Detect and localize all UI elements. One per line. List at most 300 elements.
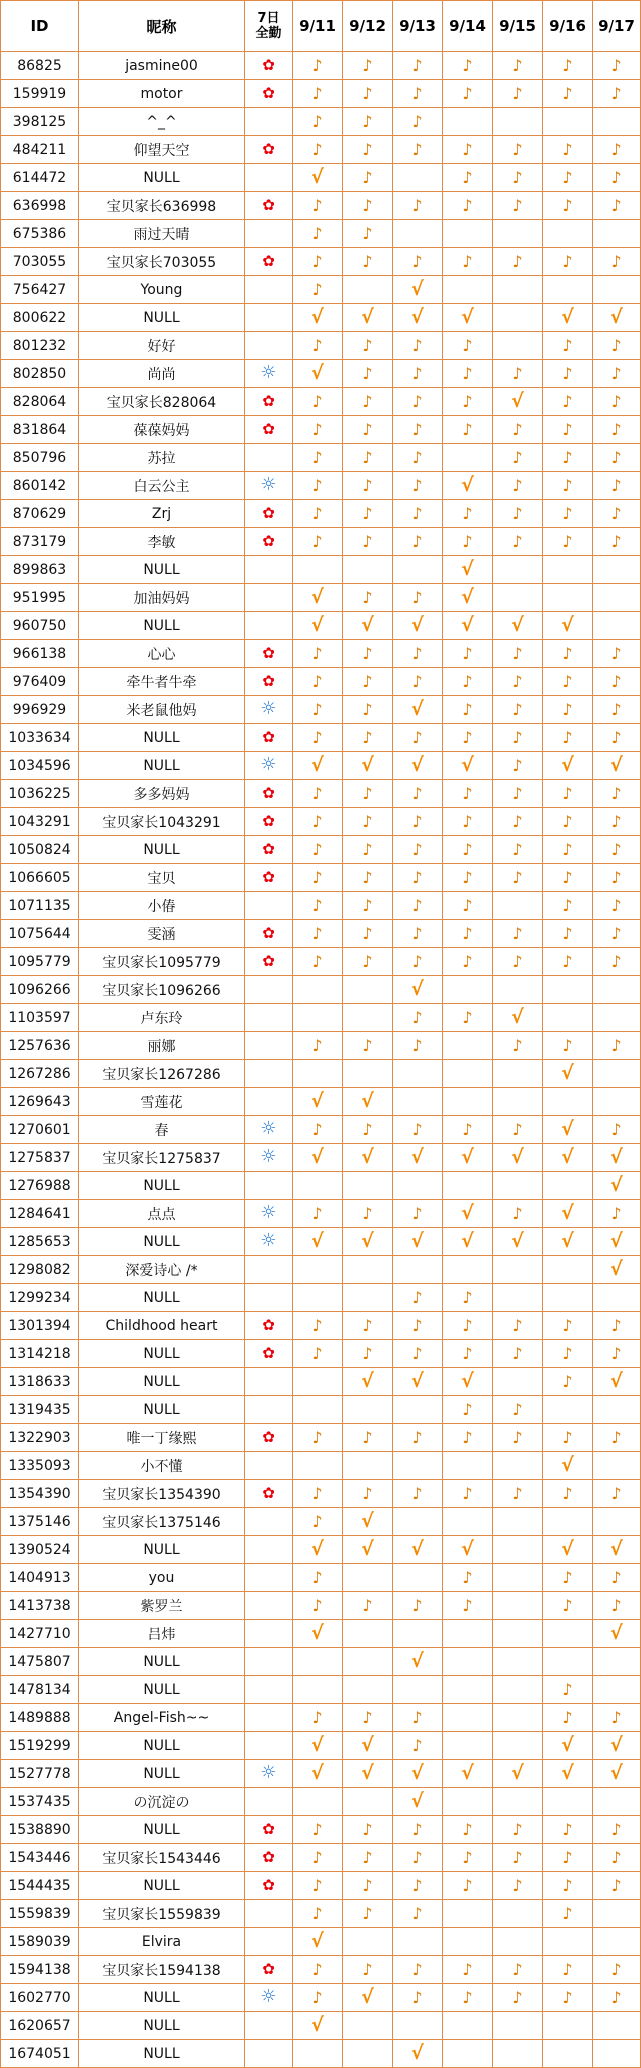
full-attendance-cell	[245, 1928, 293, 1956]
attendance-cell	[443, 584, 493, 612]
attendance-cell	[443, 668, 493, 696]
check-mark-icon: √	[311, 753, 324, 776]
music-note-icon: ♪	[611, 419, 622, 439]
attendance-cell	[293, 1312, 343, 1340]
attendance-cell	[443, 1116, 493, 1144]
member-id-cell: 801232	[1, 332, 79, 360]
attendance-cell	[393, 1816, 443, 1844]
music-note-icon: ♪	[412, 671, 423, 691]
table-row	[1, 2040, 641, 2068]
sun-icon: ☼	[260, 362, 277, 383]
attendance-cell	[593, 1116, 641, 1144]
music-note-icon: ♪	[562, 923, 573, 943]
attendance-cell	[293, 248, 343, 276]
member-id-cell: 870629	[1, 500, 79, 528]
table-row	[1, 780, 641, 808]
table-row	[1, 1564, 641, 1592]
music-note-icon: ♪	[312, 1847, 323, 1867]
full-attendance-cell	[245, 1340, 293, 1368]
full-attendance-cell	[245, 1228, 293, 1256]
attendance-cell	[293, 1284, 343, 1312]
check-mark-icon: √	[461, 1537, 474, 1560]
attendance-cell	[443, 192, 493, 220]
table-row	[1, 556, 641, 584]
attendance-cell	[293, 1620, 343, 1648]
nickname-cell: 雨过天晴	[79, 220, 245, 248]
music-note-icon: ♪	[312, 923, 323, 943]
attendance-cell	[493, 752, 543, 780]
table-row	[1, 584, 641, 612]
attendance-cell	[393, 1788, 443, 1816]
attendance-cell	[593, 556, 641, 584]
full-attendance-cell	[245, 1900, 293, 1928]
attendance-cell	[543, 668, 593, 696]
full-attendance-header-line2: 全勤	[255, 26, 282, 41]
music-note-icon: ♪	[462, 55, 473, 75]
music-note-icon: ♪	[512, 83, 523, 103]
attendance-cell	[393, 1452, 443, 1480]
music-note-icon: ♪	[312, 111, 323, 131]
attendance-cell	[393, 332, 443, 360]
attendance-cell	[543, 1144, 593, 1172]
full-attendance-cell	[245, 1704, 293, 1732]
music-note-icon: ♪	[362, 1903, 373, 1923]
nickname-cell: NULL	[79, 2012, 245, 2040]
check-mark-icon: √	[561, 1229, 574, 1252]
nickname-cell: 丽娜	[79, 1032, 245, 1060]
attendance-cell	[543, 108, 593, 136]
music-note-icon: ♪	[512, 419, 523, 439]
full-attendance-cell	[245, 752, 293, 780]
music-note-icon: ♪	[412, 1959, 423, 1979]
check-mark-icon: √	[511, 1761, 524, 1784]
attendance-cell	[393, 2012, 443, 2040]
attendance-cell	[593, 1984, 641, 2012]
attendance-cell	[343, 1312, 393, 1340]
attendance-cell	[293, 1732, 343, 1760]
music-note-icon: ♪	[412, 1287, 423, 1307]
music-note-icon: ♪	[312, 1483, 323, 1503]
attendance-cell	[293, 444, 343, 472]
table-row	[1, 1620, 641, 1648]
attendance-cell	[593, 360, 641, 388]
music-note-icon: ♪	[462, 1567, 473, 1587]
full-attendance-cell	[245, 1144, 293, 1172]
music-note-icon: ♪	[362, 923, 373, 943]
full-attendance-cell	[245, 948, 293, 976]
full-attendance-cell	[245, 1088, 293, 1116]
attendance-cell	[443, 388, 493, 416]
attendance-cell	[493, 1116, 543, 1144]
attendance-cell	[443, 1256, 493, 1284]
attendance-cell	[443, 1872, 493, 1900]
member-id-cell: 976409	[1, 668, 79, 696]
nickname-cell: 葆葆妈妈	[79, 416, 245, 444]
music-note-icon: ♪	[412, 1987, 423, 2007]
music-note-icon: ♪	[362, 811, 373, 831]
attendance-cell	[393, 1676, 443, 1704]
attendance-cell	[393, 1116, 443, 1144]
sun-icon: ☼	[260, 1146, 277, 1167]
flower-icon: ✿	[262, 839, 275, 858]
check-mark-icon: √	[511, 613, 524, 636]
member-id-cell: 1299234	[1, 1284, 79, 1312]
table-row	[1, 1172, 641, 1200]
check-mark-icon: √	[361, 1733, 374, 1756]
attendance-cell	[393, 584, 443, 612]
check-mark-icon: √	[610, 1173, 623, 1196]
attendance-cell	[393, 1256, 443, 1284]
music-note-icon: ♪	[562, 503, 573, 523]
music-note-icon: ♪	[611, 643, 622, 663]
music-note-icon: ♪	[562, 1903, 573, 1923]
attendance-cell	[293, 304, 343, 332]
attendance-cell	[343, 892, 393, 920]
full-attendance-cell	[245, 556, 293, 584]
attendance-cell	[493, 1424, 543, 1452]
nickname-cell: NULL	[79, 1872, 245, 1900]
attendance-cell	[393, 1928, 443, 1956]
attendance-cell	[293, 892, 343, 920]
sun-icon: ☼	[260, 1762, 277, 1783]
attendance-cell	[343, 108, 393, 136]
attendance-cell	[343, 1928, 393, 1956]
member-id-cell: 1620657	[1, 2012, 79, 2040]
music-note-icon: ♪	[362, 1315, 373, 1335]
nickname-cell: NULL	[79, 612, 245, 640]
music-note-icon: ♪	[562, 1847, 573, 1867]
full-attendance-cell	[245, 1116, 293, 1144]
attendance-cell	[543, 472, 593, 500]
music-note-icon: ♪	[611, 363, 622, 383]
attendance-cell	[543, 1508, 593, 1536]
music-note-icon: ♪	[512, 475, 523, 495]
sun-icon: ☼	[260, 698, 277, 719]
flower-icon: ✿	[262, 1483, 275, 1502]
table-row	[1, 1676, 641, 1704]
table-row	[1, 108, 641, 136]
member-id-cell: 1519299	[1, 1732, 79, 1760]
flower-icon: ✿	[262, 923, 275, 942]
flower-icon: ✿	[262, 1819, 275, 1838]
full-attendance-cell	[245, 1284, 293, 1312]
attendance-cell	[543, 948, 593, 976]
check-mark-icon: √	[311, 1761, 324, 1784]
music-note-icon: ♪	[362, 55, 373, 75]
attendance-cell	[393, 1536, 443, 1564]
nickname-cell: 苏拉	[79, 444, 245, 472]
nickname-cell: NULL	[79, 836, 245, 864]
attendance-cell	[543, 1424, 593, 1452]
attendance-cell	[543, 388, 593, 416]
music-note-icon: ♪	[312, 1707, 323, 1727]
attendance-cell	[343, 1592, 393, 1620]
music-note-icon: ♪	[611, 139, 622, 159]
attendance-cell	[293, 164, 343, 192]
check-mark-icon: √	[561, 305, 574, 328]
nickname-cell: motor	[79, 80, 245, 108]
music-note-icon: ♪	[562, 531, 573, 551]
check-mark-icon: √	[461, 557, 474, 580]
full-attendance-cell	[245, 276, 293, 304]
full-attendance-cell	[245, 1004, 293, 1032]
attendance-cell	[343, 136, 393, 164]
nickname-cell: 李敏	[79, 528, 245, 556]
music-note-icon: ♪	[362, 195, 373, 215]
attendance-cell	[393, 248, 443, 276]
attendance-cell	[593, 1956, 641, 1984]
music-note-icon: ♪	[611, 1987, 622, 2007]
attendance-cell	[343, 1396, 393, 1424]
attendance-cell	[293, 1480, 343, 1508]
attendance-cell	[293, 276, 343, 304]
attendance-cell	[293, 1536, 343, 1564]
attendance-cell	[393, 304, 443, 332]
member-id-cell: 1335093	[1, 1452, 79, 1480]
table-row	[1, 1900, 641, 1928]
attendance-cell	[543, 1732, 593, 1760]
attendance-cell	[543, 2012, 593, 2040]
table-row	[1, 864, 641, 892]
music-note-icon: ♪	[562, 335, 573, 355]
member-id-cell: 1095779	[1, 948, 79, 976]
attendance-cell	[543, 1004, 593, 1032]
nickname-cell: 宝贝家长703055	[79, 248, 245, 276]
nickname-cell: 雯涵	[79, 920, 245, 948]
member-id-cell: 1544435	[1, 1872, 79, 1900]
nickname-cell: Young	[79, 276, 245, 304]
music-note-icon: ♪	[611, 1819, 622, 1839]
check-mark-icon: √	[561, 613, 574, 636]
music-note-icon: ♪	[312, 1987, 323, 2007]
member-id-cell: 484211	[1, 136, 79, 164]
full-attendance-cell	[245, 1844, 293, 1872]
table-row	[1, 1788, 641, 1816]
member-id-cell: 1527778	[1, 1760, 79, 1788]
full-attendance-cell	[245, 108, 293, 136]
check-mark-icon: √	[610, 1229, 623, 1252]
attendance-cell	[293, 1844, 343, 1872]
check-mark-icon: √	[311, 361, 324, 384]
check-mark-icon: √	[561, 753, 574, 776]
attendance-cell	[343, 1816, 393, 1844]
id-header: ID	[1, 1, 79, 52]
music-note-icon: ♪	[512, 643, 523, 663]
check-mark-icon: √	[411, 1537, 424, 1560]
attendance-cell	[493, 1480, 543, 1508]
full-attendance-cell	[245, 1368, 293, 1396]
attendance-cell	[343, 948, 393, 976]
music-note-icon: ♪	[412, 1595, 423, 1615]
full-attendance-cell	[245, 248, 293, 276]
attendance-cell	[293, 724, 343, 752]
music-note-icon: ♪	[611, 951, 622, 971]
check-mark-icon: √	[411, 613, 424, 636]
member-id-cell: 1276988	[1, 1172, 79, 1200]
attendance-cell	[393, 1620, 443, 1648]
music-note-icon: ♪	[312, 503, 323, 523]
attendance-cell	[393, 920, 443, 948]
check-mark-icon: √	[361, 1761, 374, 1784]
music-note-icon: ♪	[562, 671, 573, 691]
member-id-cell: 899863	[1, 556, 79, 584]
music-note-icon: ♪	[611, 55, 622, 75]
music-note-icon: ♪	[462, 139, 473, 159]
attendance-cell	[343, 1872, 393, 1900]
attendance-cell	[293, 1256, 343, 1284]
music-note-icon: ♪	[611, 475, 622, 495]
nickname-cell: の沉淀の	[79, 1788, 245, 1816]
table-row	[1, 948, 641, 976]
attendance-cell	[393, 1172, 443, 1200]
full-attendance-cell	[245, 1480, 293, 1508]
attendance-cell	[543, 780, 593, 808]
table-row	[1, 1200, 641, 1228]
music-note-icon: ♪	[412, 811, 423, 831]
attendance-cell	[443, 864, 493, 892]
full-attendance-cell	[245, 332, 293, 360]
music-note-icon: ♪	[562, 1959, 573, 1979]
music-note-icon: ♪	[312, 1315, 323, 1335]
music-note-icon: ♪	[462, 419, 473, 439]
attendance-cell	[293, 1872, 343, 1900]
full-attendance-cell	[245, 1732, 293, 1760]
nickname-cell: 宝贝家长1594138	[79, 1956, 245, 1984]
attendance-cell	[493, 584, 543, 612]
attendance-cell	[543, 80, 593, 108]
attendance-cell	[493, 1032, 543, 1060]
table-row	[1, 752, 641, 780]
check-mark-icon: √	[411, 697, 424, 720]
attendance-cell	[493, 276, 543, 304]
check-mark-icon: √	[411, 1145, 424, 1168]
check-mark-icon: √	[361, 753, 374, 776]
table-row	[1, 1956, 641, 1984]
attendance-cell	[593, 1060, 641, 1088]
nickname-cell: NULL	[79, 1760, 245, 1788]
music-note-icon: ♪	[412, 1343, 423, 1363]
music-note-icon: ♪	[412, 391, 423, 411]
attendance-cell	[443, 1704, 493, 1732]
full-attendance-cell	[245, 1592, 293, 1620]
nickname-cell: NULL	[79, 1340, 245, 1368]
music-note-icon: ♪	[562, 419, 573, 439]
date-header-0911: 9/11	[293, 1, 343, 52]
attendance-cell	[343, 192, 393, 220]
member-id-cell: 1319435	[1, 1396, 79, 1424]
music-note-icon: ♪	[412, 923, 423, 943]
music-note-icon: ♪	[412, 503, 423, 523]
music-note-icon: ♪	[362, 867, 373, 887]
attendance-cell	[393, 108, 443, 136]
check-mark-icon: √	[461, 1229, 474, 1252]
music-note-icon: ♪	[412, 1035, 423, 1055]
music-note-icon: ♪	[562, 391, 573, 411]
music-note-icon: ♪	[512, 139, 523, 159]
check-mark-icon: √	[311, 165, 324, 188]
music-note-icon: ♪	[512, 1819, 523, 1839]
attendance-cell	[493, 640, 543, 668]
music-note-icon: ♪	[562, 1707, 573, 1727]
attendance-cell	[393, 360, 443, 388]
member-id-cell: 1275837	[1, 1144, 79, 1172]
attendance-cell	[443, 1984, 493, 2012]
attendance-cell	[293, 1200, 343, 1228]
attendance-cell	[293, 864, 343, 892]
full-attendance-cell	[245, 136, 293, 164]
nickname-cell: NULL	[79, 1172, 245, 1200]
attendance-cell	[343, 472, 393, 500]
music-note-icon: ♪	[362, 531, 373, 551]
music-note-icon: ♪	[462, 195, 473, 215]
music-note-icon: ♪	[611, 1315, 622, 1335]
attendance-cell	[393, 724, 443, 752]
music-note-icon: ♪	[562, 1595, 573, 1615]
attendance-cell	[393, 1424, 443, 1452]
nickname-cell: Childhood heart	[79, 1312, 245, 1340]
check-mark-icon: √	[311, 305, 324, 328]
check-mark-icon: √	[361, 613, 374, 636]
music-note-icon: ♪	[312, 1203, 323, 1223]
table-row	[1, 640, 641, 668]
check-mark-icon: √	[411, 2041, 424, 2064]
full-attendance-cell	[245, 612, 293, 640]
check-mark-icon: √	[411, 277, 424, 300]
table-row	[1, 332, 641, 360]
table-row	[1, 1256, 641, 1284]
attendance-cell	[343, 500, 393, 528]
full-attendance-cell	[245, 976, 293, 1004]
attendance-cell	[293, 1704, 343, 1732]
attendance-cell	[543, 1872, 593, 1900]
music-note-icon: ♪	[412, 1707, 423, 1727]
member-id-cell: 1043291	[1, 808, 79, 836]
music-note-icon: ♪	[562, 1819, 573, 1839]
music-note-icon: ♪	[312, 419, 323, 439]
attendance-cell	[543, 1620, 593, 1648]
full-attendance-cell	[245, 1620, 293, 1648]
attendance-cell	[443, 892, 493, 920]
member-id-cell: 1075644	[1, 920, 79, 948]
attendance-cell	[493, 360, 543, 388]
attendance-cell	[393, 976, 443, 1004]
nickname-cell: 多多妈妈	[79, 780, 245, 808]
check-mark-icon: √	[610, 305, 623, 328]
attendance-cell	[593, 500, 641, 528]
member-id-cell: 159919	[1, 80, 79, 108]
attendance-cell	[393, 556, 443, 584]
attendance-cell	[543, 52, 593, 80]
member-id-cell: 800622	[1, 304, 79, 332]
full-attendance-cell	[245, 808, 293, 836]
attendance-cell	[443, 1508, 493, 1536]
member-id-cell: 1096266	[1, 976, 79, 1004]
date-header-0912: 9/12	[343, 1, 393, 52]
attendance-cell	[493, 1760, 543, 1788]
attendance-cell	[293, 1564, 343, 1592]
attendance-cell	[543, 724, 593, 752]
music-note-icon: ♪	[362, 1875, 373, 1895]
attendance-cell	[543, 892, 593, 920]
nickname-cell: NULL	[79, 304, 245, 332]
music-note-icon: ♪	[362, 839, 373, 859]
member-id-cell: 1301394	[1, 1312, 79, 1340]
check-mark-icon: √	[311, 1537, 324, 1560]
music-note-icon: ♪	[312, 531, 323, 551]
attendance-cell	[343, 920, 393, 948]
check-mark-icon: √	[610, 1257, 623, 1280]
attendance-cell	[593, 472, 641, 500]
